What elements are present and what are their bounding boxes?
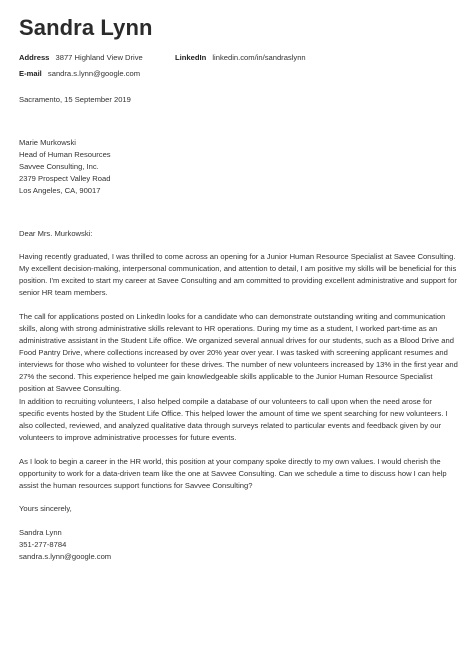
address-value: 3877 Highland View Drive	[55, 53, 143, 62]
address-label: Address	[19, 53, 50, 62]
recipient-name: Marie Murkowski	[19, 138, 76, 147]
paragraph-text: In addition to recruiting volunteers, I also helped compile a database of our volunteers to call upon when the need arose for specific events hosted by the Student Life Office. This helped lower the amount of time we spent searching for new volunteers. I also collected, reviewed, and analyzed qualitative data through surveys related to particular events and feedback given by our volunteers to improve administrative processes for future events.	[19, 397, 448, 442]
recipient-company: Savvee Consulting, Inc.	[19, 162, 99, 171]
email-value[interactable]: sandra.s.lynn@google.com	[47, 69, 141, 78]
signature-name: Sandra Lynn	[19, 528, 62, 537]
paragraph-text: The call for applications posted on LinkedIn looks for a candidate who can demonstrate outstanding writing and communication skills, along with strong administrative skills relevant to HR operations. During my time as a student, I worked part-time as an administrative assistant in the Student Life office. We organized several annual drives for our students, such as a Blood Drive and Food Pantry Drive, where collections increased by over 20% year over year. I was tasked with screening applicant resumes and interviews for those who wished to volunteer for these drives. The number of new volunteers increased by 13% in the first year and 27% the second. This experience helped me gain knowledgeable skills applicable to the Junior Human Resource Specialist position at Savvee Consulting.	[19, 312, 458, 393]
linkedin-label: LinkedIn	[175, 53, 207, 62]
recipient-street: 2379 Prospect Valley Road	[19, 174, 111, 183]
linkedin-line	[175, 53, 306, 63]
email-line	[19, 69, 140, 79]
date-line: Sacramento, 15 September 2019	[19, 95, 131, 104]
address-line	[19, 53, 143, 63]
closing: Yours sincerely,	[19, 504, 72, 513]
body-paragraph-1	[19, 251, 459, 299]
linkedin-value[interactable]: linkedin.com/in/sandraslynn	[212, 53, 306, 62]
salutation: Dear Mrs. Murkowski:	[19, 229, 93, 238]
applicant-name: Sandra Lynn	[19, 15, 153, 40]
body-paragraph-2	[19, 311, 459, 395]
paragraph-text: Having recently graduated, I was thrilled to come across an opening for a Junior Human Resource Specialist at Savee Consulting. My excellent decision-making, interpersonal communication, and attention to detail, I am positive my skills will be beneficial for this position. I'm excited to start my career at Savee Consulting and am committed to providing excellent administrative and support for senior HR team members.	[19, 252, 457, 297]
signature-email: sandra.s.lynn@google.com	[19, 552, 112, 561]
recipient-city: Los Angeles, CA, 90017	[19, 186, 101, 195]
recipient-title: Head of Human Resources	[19, 150, 111, 159]
paragraph-text: As I look to begin a career in the HR world, this position at your company spoke directly to my own values. I would cherish the opportunity to work for a data-driven team like the one at Savvee Consulting. Can we schedule a time to discuss how I can help assist the human resources support functions for Savvee Consulting?	[19, 457, 447, 490]
signature-phone: 351-277-8784	[19, 540, 67, 549]
body-paragraph-4	[19, 456, 459, 492]
email-label: E-mail	[19, 69, 42, 78]
body-paragraph-3	[19, 396, 459, 444]
